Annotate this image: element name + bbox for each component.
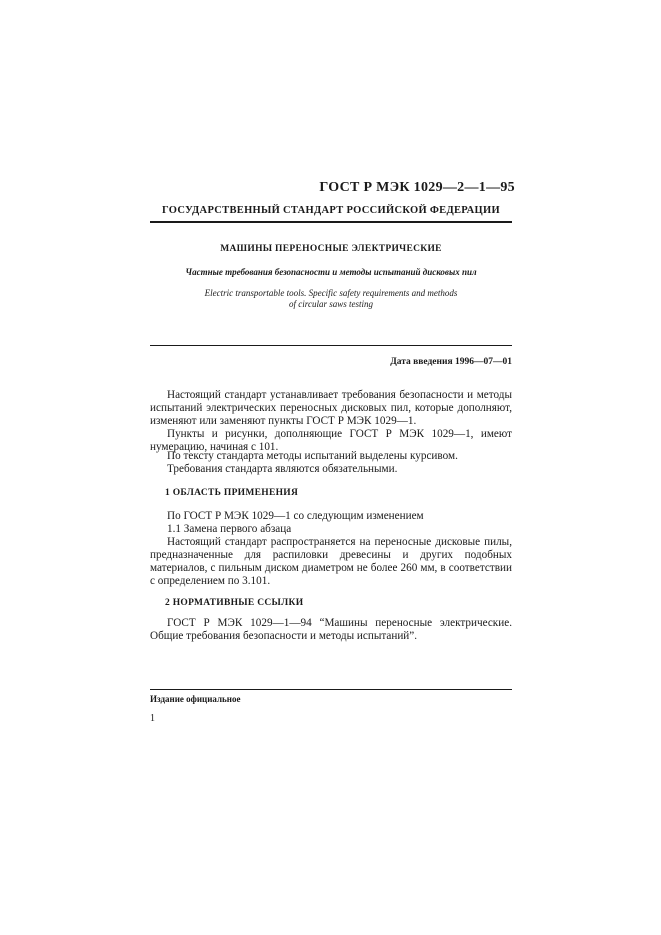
intro-paragraph: Настоящий стандарт устанавливает требования безопасности и методы испытаний электрических переносных дисковых пил, которые дополняют, изменяют или заменяют пункты ГОСТ Р МЭК 1029—1. [150, 389, 512, 427]
document-subtitle: Частные требования безопасности и методы испытаний дисковых пил [185, 267, 477, 277]
footer-rule [150, 689, 512, 690]
section-heading-scope: 1 ОБЛАСТЬ ПРИМЕНЕНИЯ [165, 488, 299, 498]
scope-paragraph: Настоящий стандарт распространяется на переносные дисковые пилы, предназначенные для распиловки древесины и других подобных материалов, с пильным диском диаметром не более 260 мм, в соответствии с определением по 3.101. [150, 536, 512, 587]
official-edition-label: Издание официальное [150, 694, 241, 704]
page-number: 1 [150, 713, 155, 724]
intro-paragraph: По тексту стандарта методы испытаний выделены курсивом. [167, 450, 458, 462]
title-rule [150, 345, 512, 346]
introduction-date: Дата введения 1996—07—01 [390, 357, 512, 367]
intro-paragraph: Требования стандарта являются обязательными. [167, 463, 398, 475]
references-paragraph: ГОСТ Р МЭК 1029—1—94 “Машины переносные электрические. Общие требования безопасности и методы испытаний”. [150, 617, 512, 642]
document-title: МАШИНЫ ПЕРЕНОСНЫЕ ЭЛЕКТРИЧЕСКИЕ [220, 244, 442, 254]
intro-paragraph: Пункты и рисунки, дополняющие ГОСТ Р МЭК 1029—1, имеют нумерацию, начиная с 101. [150, 428, 512, 453]
state-standard-title: ГОСУДАРСТВЕННЫЙ СТАНДАРТ РОССИЙСКОЙ ФЕДЕРАЦИИ [162, 205, 500, 216]
standard-code: ГОСТ Р МЭК 1029—2—1—95 [319, 180, 515, 195]
english-title-line1: Electric transportable tools. Specific safety requirements and methods [204, 288, 458, 298]
scope-paragraph: По ГОСТ Р МЭК 1029—1 со следующим изменением [167, 510, 424, 522]
section-heading-references: 2 НОРМАТИВНЫЕ ССЫЛКИ [165, 598, 304, 608]
english-title-line2: of circular saws testing [289, 299, 373, 309]
header-rule [150, 221, 512, 223]
scope-paragraph: 1.1 Замена первого абзаца [167, 523, 292, 535]
